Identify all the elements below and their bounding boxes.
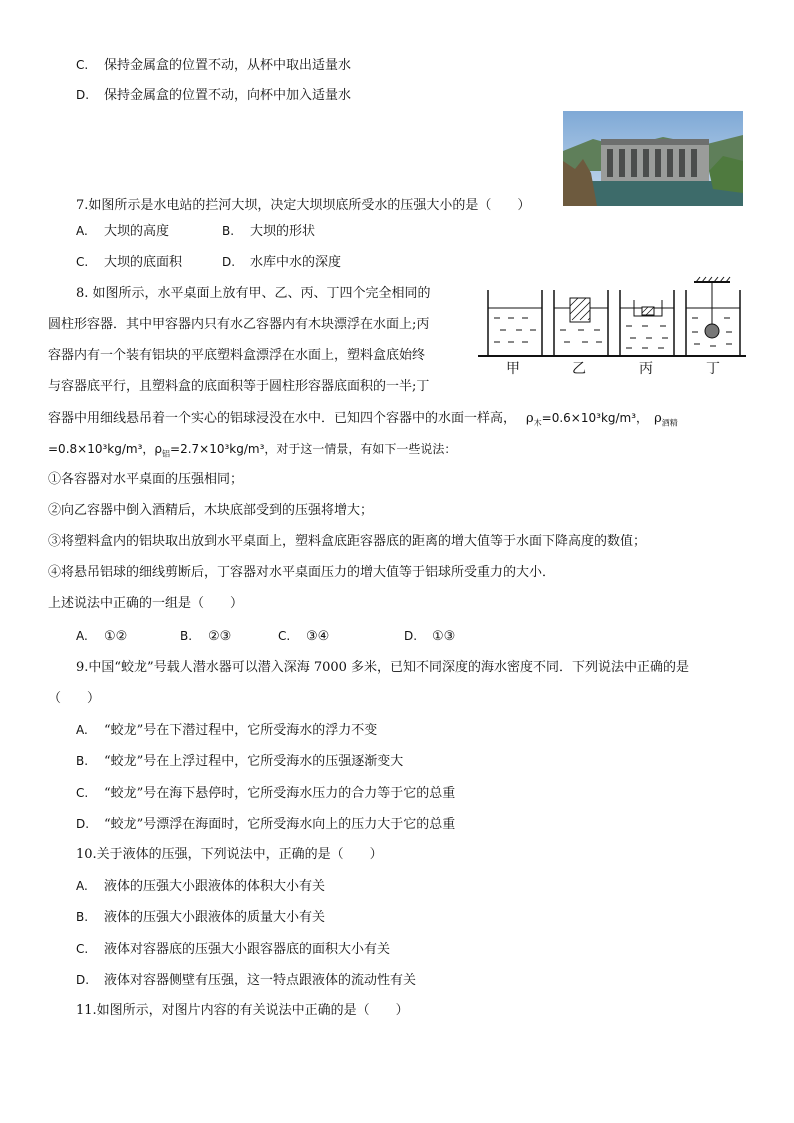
q8-stem-line5: 容器中用细线悬吊着一个实心的铝球浸没在水中．已知四个容器中的水面一样高， $\rho_木=0.6\times 10^3kg/m^3$， $\rho_{酒精}$ [48,411,678,428]
label-jia: 甲 [506,361,520,377]
q9-option-c: C. “蛟龙”号在海下悬停时，它所受海水压力的合力等于它的总重 [76,786,456,801]
dam-photo [563,111,743,206]
q8-statement-4: ④将悬吊铝球的细线剪断后，丁容器对水平桌面压力的增大值等于铝球所受重力的大小． [48,565,556,580]
q9-option-b: B. “蛟龙”号在上浮过程中，它所受海水的压强逐渐变大 [76,754,404,769]
q9-stem-line2: （ ） [48,691,101,706]
q9-stem-line1: 9.中国“蛟龙”号载人潜水器可以潜入深海 7000 多米，已知不同深度的海水密度不同．下列说法中正确的是 [76,660,690,675]
q8-stem-line1: 8. 如图所示，水平桌面上放有甲、乙、丙、丁四个完全相同的 [76,286,431,301]
q8-option-d: D. ①③ [404,629,456,644]
q8-statement-3: ③将塑料盒内的铝块取出放到水平桌面上，塑料盒底距容器底的距离的增大值等于水面下降高度的数值； [48,534,647,549]
q8-stem-line3: 容器内有一个装有铝块的平底塑料盒漂浮在水面上，塑料盒底始终 [48,348,426,363]
q6-option-d: D. 保持金属盒的位置不动，向杯中加入适量水 [76,88,352,103]
q8-stem-line2: 圆柱形容器．其中甲容器内只有水乙容器内有木块漂浮在水面上;丙 [48,317,430,332]
label-yi: 乙 [572,361,586,377]
container-ding [686,277,740,356]
q8-option-c: C. ③④ [278,629,330,644]
q7-option-b: B. 大坝的形状 [222,224,316,239]
container-yi [554,290,608,356]
q8-option-b: B. ②③ [180,629,232,644]
q10-stem: 10.关于液体的压强，下列说法中，正确的是（ ） [76,847,383,862]
container-jia [488,290,542,356]
container-bing [620,290,674,356]
q11-stem: 11.如图所示，对图片内容的有关说法中正确的是（ ） [76,1003,409,1018]
q10-option-c: C. 液体对容器底的压强大小跟容器底的面积大小有关 [76,942,391,957]
q8-question: 上述说法中正确的一组是（ ） [48,596,244,611]
q8-stem-line6: =0.8×10³kg/m³，$\rho_铝=2.7\times 10^3kg/m^3$，对于这一情景，有如下一些说法： [48,442,457,459]
q8-stem-line4: 与容器底平行，且塑料盒的底面积等于圆柱形容器底面积的一半;丁 [48,379,430,394]
q8-statement-1: ①各容器对水平桌面的压强相同； [48,472,244,487]
q7-option-c: C. 大坝的底面积 [76,255,183,270]
q7-option-d: D. 水库中水的深度 [222,255,342,270]
q7-option-a: A. 大坝的高度 [76,224,170,239]
q10-option-b: B. 液体的压强大小跟液体的质量大小有关 [76,910,326,925]
q9-option-a: A. “蛟龙”号在下潜过程中，它所受海水的浮力不变 [76,723,378,738]
q10-option-d: D. 液体对容器侧壁有压强，这一特点跟液体的流动性有关 [76,973,417,988]
q8-option-a: A. ①② [76,629,128,644]
q6-option-c: C. 保持金属盒的位置不动，从杯中取出适量水 [76,58,352,73]
q8-statement-2: ②向乙容器中倒入酒精后，木块底部受到的压强将增大； [48,503,374,518]
q10-option-a: A. 液体的压强大小跟液体的体积大小有关 [76,879,326,894]
label-bing: 丙 [639,361,653,377]
q9-option-d: D. “蛟龙”号漂浮在海面时，它所受海水向上的压力大于它的总重 [76,817,456,832]
q7-stem: 7.如图所示是水电站的拦河大坝，决定大坝坝底所受水的压强大小的是（ ） [76,198,531,213]
label-ding: 丁 [706,361,720,377]
